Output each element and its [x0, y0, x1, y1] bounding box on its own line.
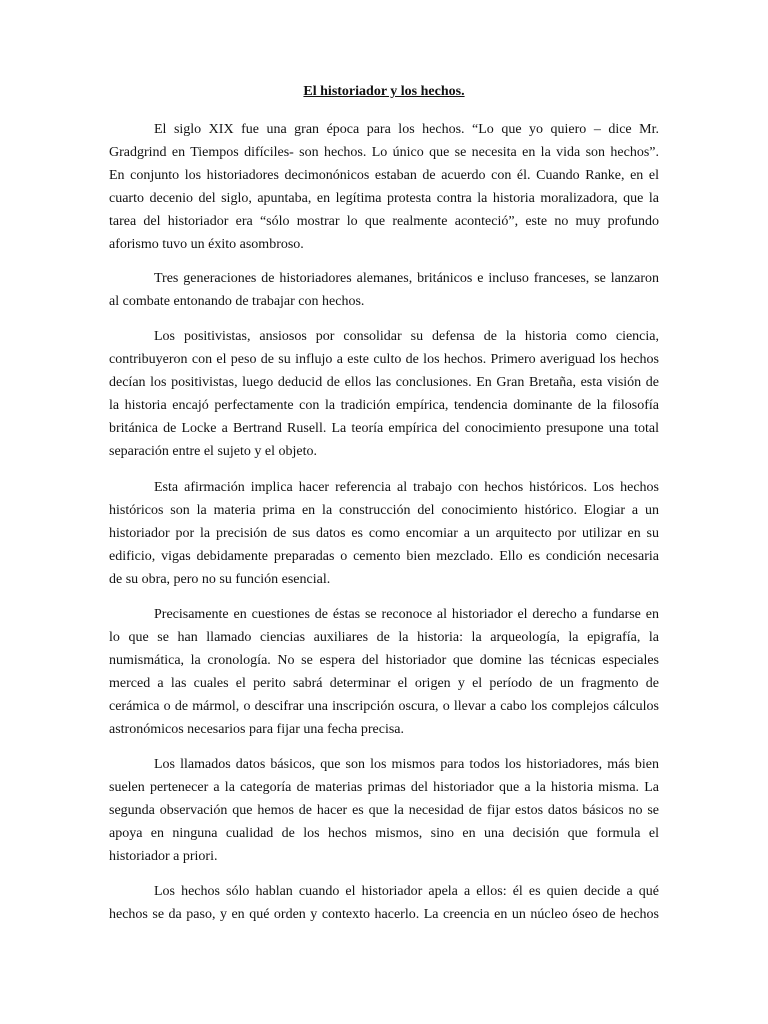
paragraph-line: tarea del historiador era “sólo mostrar lo que realmente aconteció”, este no muy profundo — [109, 214, 659, 229]
paragraph-line: separación entre el sujeto y el objeto. — [109, 444, 317, 459]
paragraph-line: apoya en ninguna cualidad de los hechos mismos, sino en una decisión que formula el — [109, 826, 659, 841]
paragraph-line: historiador por la precisión de sus datos es como encomiar a un arquitecto por utilizar en su — [109, 526, 659, 541]
paragraph-line: En conjunto los historiadores decimonónicos estaban de acuerdo con él. Cuando Ranke, en el — [109, 168, 659, 183]
paragraph-line: británica de Locke a Bertrand Rusell. La teoría empírica del conocimiento presupone una total — [109, 421, 659, 436]
paragraph-5 — [109, 603, 659, 741]
paragraph-line: Esta afirmación implica hacer referencia al trabajo con hechos históricos. Los hechos — [154, 480, 659, 495]
paragraph-line: de su obra, pero no su función esencial. — [109, 572, 331, 587]
paragraph-line: Los positivistas, ansiosos por consolidar su defensa de la historia como ciencia, — [154, 329, 659, 344]
paragraph-line: cuarto decenio del siglo, apuntaba, en legítima protesta contra la historia moralizadora, que la — [109, 191, 659, 206]
paragraph-line: astronómicos necesarios para fijar una fecha precisa. — [109, 722, 405, 737]
document-title: El historiador y los hechos. — [303, 84, 465, 99]
paragraph-line: suelen pertenecer a la categoría de materias primas del historiador que a la historia misma. La — [109, 780, 659, 795]
paragraph-7 — [109, 880, 659, 926]
paragraph-line: al combate entonando de trabajar con hechos. — [109, 294, 365, 309]
paragraph-line: numismática, la cronología. No se espera del historiador que domine las técnicas especiales — [109, 653, 659, 668]
paragraph-line: la historia encajó perfectamente con la tradición empírica, tendencia dominante de la filosofía — [109, 398, 659, 413]
paragraph-line: Los llamados datos básicos, que son los mismos para todos los historiadores, más bien — [154, 757, 659, 772]
paragraph-2 — [109, 267, 659, 313]
paragraph-line: Gradgrind en Tiempos difíciles- son hechos. Lo único que se necesita en la vida son hechos”. — [109, 145, 659, 160]
paragraph-line: decían los positivistas, luego deducid de ellos las conclusiones. En Gran Bretaña, esta visión de — [109, 375, 659, 390]
paragraph-line: cerámica o de mármol, o descifrar una inscripción oscura, o llevar a cabo los complejos cálculos — [109, 699, 659, 714]
paragraph-line: Los hechos sólo hablan cuando el historiador apela a ellos: él es quien decide a qué — [154, 884, 659, 899]
paragraph-line: hechos se da paso, y en qué orden y contexto hacerlo. La creencia en un núcleo óseo de hechos — [109, 907, 659, 922]
paragraph-line: edificio, vigas debidamente preparadas o cemento bien mezclado. Ello es condición necesaria — [109, 549, 659, 564]
paragraph-line: Precisamente en cuestiones de éstas se reconoce al historiador el derecho a fundarse en — [154, 607, 659, 622]
paragraph-line: historiador a priori. — [109, 849, 218, 864]
paragraph-1 — [109, 118, 659, 256]
paragraph-line: lo que se han llamado ciencias auxiliares de la historia: la arqueología, la epigrafía, la — [109, 630, 659, 645]
paragraph-line: aforismo tuvo un éxito asombroso. — [109, 237, 304, 252]
paragraph-6 — [109, 753, 659, 868]
paragraph-line: Tres generaciones de historiadores alemanes, británicos e incluso franceses, se lanzaron — [154, 271, 659, 286]
paragraph-line: segunda observación que hemos de hacer es que la necesidad de fijar estos datos básicos no se — [109, 803, 659, 818]
paragraph-line: El siglo XIX fue una gran época para los hechos. “Lo que yo quiero – dice Mr. — [154, 122, 659, 137]
paragraph-3 — [109, 325, 659, 463]
paragraph-line: contribuyeron con el peso de su influjo a este culto de los hechos. Primero averiguad los hechos — [109, 352, 659, 367]
paragraph-line: históricos son la materia prima en la construcción del conocimiento histórico. Elogiar a un — [109, 503, 659, 518]
paragraph-4 — [109, 476, 659, 591]
paragraph-line: merced a las cuales el perito sabrá determinar el origen y el período de un fragmento de — [109, 676, 659, 691]
